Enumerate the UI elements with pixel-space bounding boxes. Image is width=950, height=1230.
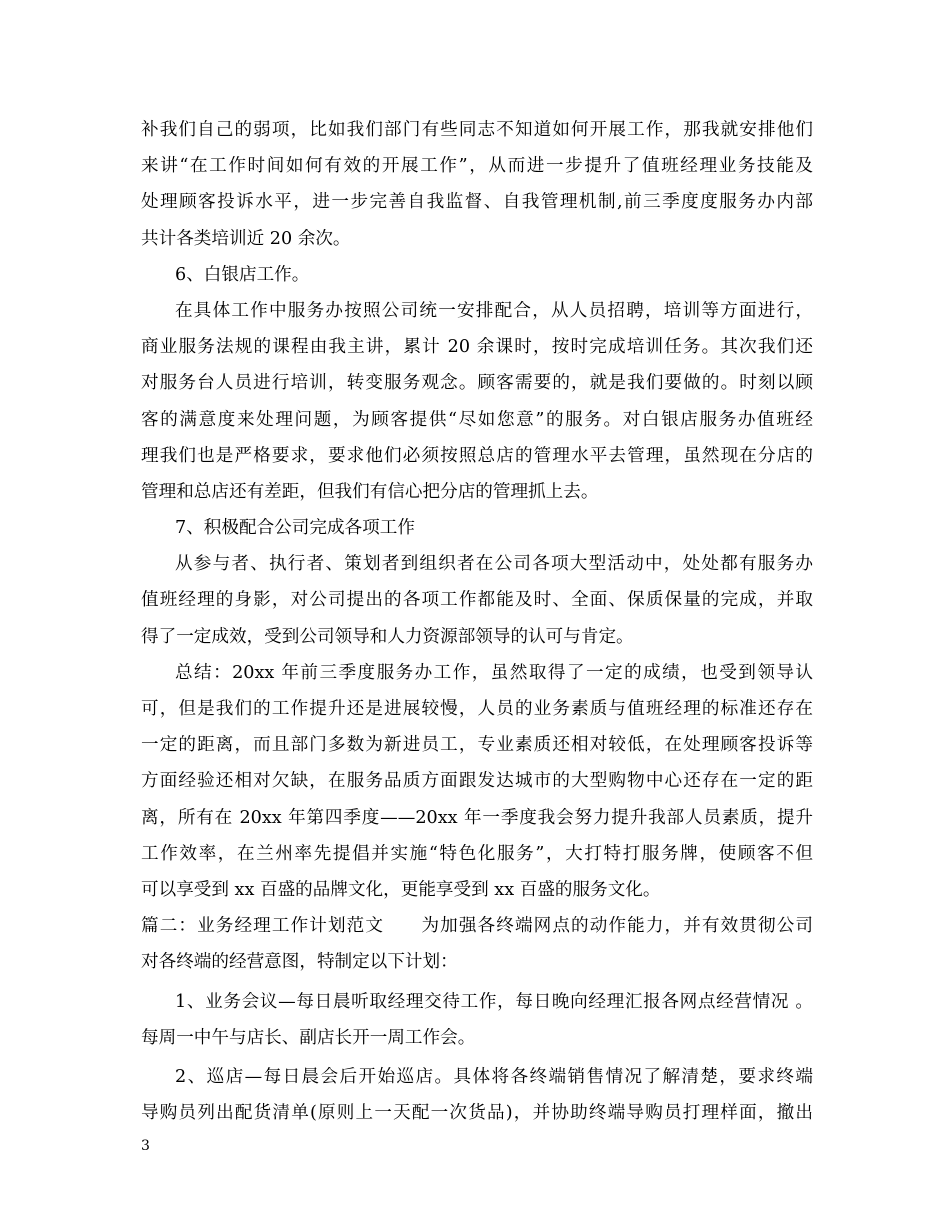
text-line: 每周一中午与店长、副店长开一周工作会。 [141, 1027, 476, 1048]
text-line: 工作效率，在兰州率先提倡并实施“特色化服务”，大打特打服务牌，使顾客不但 [141, 843, 813, 864]
text-line: 可以享受到 xx 百盛的品牌文化，更能享受到 xx 百盛的服务文化。 [141, 879, 661, 900]
text-line: 1、业务会议—每日晨听取经理交待工作，每日晚向经理汇报各网点经营情况 。 [175, 991, 813, 1012]
text-line: 来讲“在工作时间如何有效的开展工作”，从而进一步提升了值班经理业务技能及 [141, 156, 813, 177]
text-line: 对服务台人员进行培训，转变服务观念。顾客需要的，就是我们要做的。时刻以顾 [141, 373, 813, 394]
text-line: 方面经验还相对欠缺，在服务品质方面跟发达城市的大型购物中心还存在一定的距 [141, 771, 813, 792]
document-body [141, 112, 813, 1131]
text-line: 理我们也是严格要求，要求他们必须按照总店的管理水平去管理，虽然现在分店的 [141, 445, 813, 466]
text-line: 值班经理的身影，对公司提出的各项工作都能及时、全面、保质保量的完成，并取 [141, 590, 813, 611]
section-heading: 6、白银店工作。 [175, 264, 310, 285]
text-line: 补我们自己的弱项，比如我们部门有些同志不知道如何开展工作，那我就安排他们 [141, 120, 813, 140]
text-line: 得了一定成效，受到公司领导和人力资源部领导的认可与肯定。 [141, 626, 634, 647]
text-line: 离，所有在 20xx 年第四季度——20xx 年一季度我会努力提升我部人员素质，提升 [141, 807, 813, 828]
text-line: 总结：20xx 年前三季度服务办工作，虽然取得了一定的成绩，也受到领导认 [175, 662, 813, 683]
text-line: 一定的距离，而且部门多数为新进员工，专业素质还相对较低，在处理顾客投诉等 [141, 735, 813, 756]
text-line: 客的满意度来处理问题，为顾客提供“尽如您意”的服务。对白银店服务办值班经 [141, 409, 813, 430]
text-line: 对各终端的经营意图，特制定以下计划： [141, 952, 458, 973]
text-line: 管理和总店还有差距，但我们有信心把分店的管理抓上去。 [141, 481, 599, 502]
text-line: 处理顾客投诉水平，进一步完善自我监督、自我管理机制,前三季度度服务办内部 [141, 192, 813, 213]
text-line: 共计各类培训近 20 余次。 [141, 228, 351, 249]
text-line: 商业服务法规的课程由我主讲，累计 20 余课时，按时完成培训任务。其次我们还 [141, 337, 813, 358]
text-line: 2、巡店—每日晨会后开始巡店。具体将各终端销售情况了解清楚，要求终端 [175, 1066, 813, 1087]
page-number: 3 [141, 1138, 150, 1154]
section-heading: 篇二：业务经理工作计划范文 为加强各终端网点的动作能力，并有效贯彻公司 [141, 916, 813, 937]
text-line: 导购员列出配货清单(原则上一天配一次货品)，并协助终端导购员打理样面，撤出 [141, 1103, 813, 1124]
text-line: 可，但是我们的工作提升还是进展较慢，人员的业务素质与值班经理的标准还存在 [141, 699, 813, 719]
text-line: 在具体工作中服务办按照公司统一安排配合，从人员招聘，培训等方面进行， [175, 300, 813, 321]
section-heading: 7、积极配合公司完成各项工作 [175, 518, 415, 539]
text-line: 从参与者、执行者、策划者到组织者在公司各项大型活动中，处处都有服务办 [175, 554, 813, 575]
